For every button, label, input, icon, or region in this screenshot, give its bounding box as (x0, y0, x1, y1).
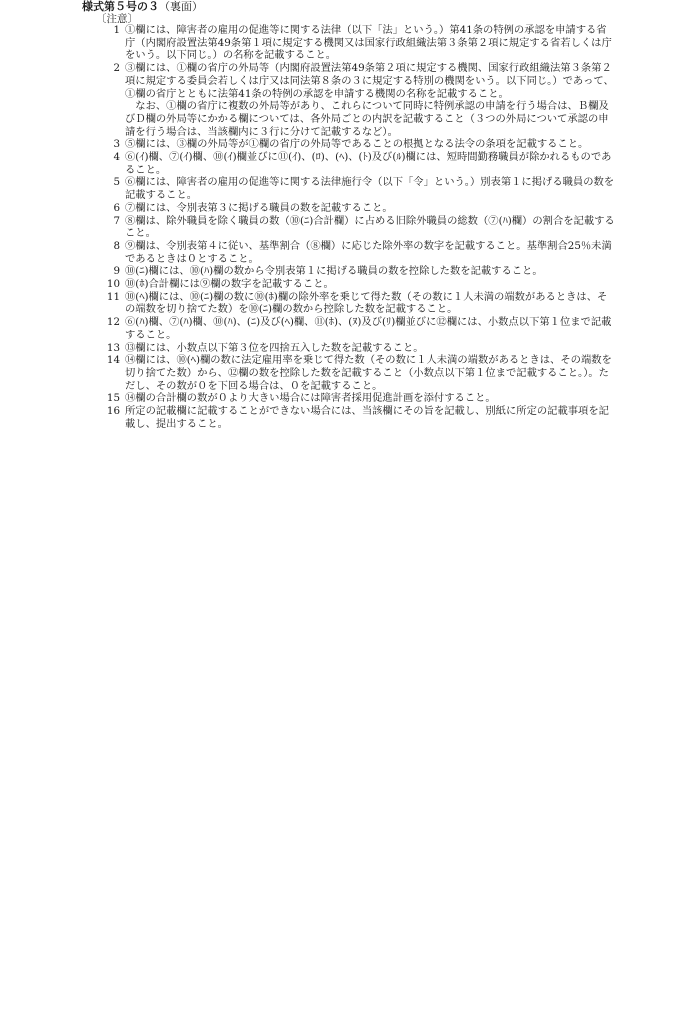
note-text: 所定の記載欄に記載することができない場合には、当該欄にその旨を記載し、別紙に所定の記載事項を記載し、提出すること。 (125, 405, 609, 430)
notes-heading: 〔注意〕 (96, 13, 138, 25)
note-item-3 (104, 138, 616, 151)
note-number: 12 (106, 316, 120, 329)
note-number: 10 (106, 278, 120, 291)
note-number: 4 (113, 151, 120, 164)
note-text: ⑥欄には、障害者の雇用の促進等に関する法律施行令（以下「令」という。）別表第１に掲げる職員の数を記載すること。 (125, 176, 615, 202)
note-text: ⑨欄は、令別表第４に従い、基準割合（⑧欄）に応じた除外率の数字を記載すること。基準割合25％未満であるときは０とすること。 (125, 239, 612, 265)
note-text: ⑥(ﾊ)欄、⑦(ﾊ)欄、⑩(ﾊ)、(ﾆ)及び(ﾍ)欄、⑪(ﾎ)、(ﾇ)及び(ﾘ)欄並びに⑫欄には、小数点以下第１位まで記載すること。 (125, 316, 612, 341)
note-number: 1 (113, 24, 120, 36)
note-item-15 (104, 392, 616, 405)
note-item-13 (104, 342, 616, 355)
note-item-4 (104, 151, 616, 176)
note-text: ⑦欄には、令別表第３に掲げる職員の数を記載すること。 (125, 201, 393, 214)
form-title (82, 0, 203, 13)
note-item-2-supplement: なお、①欄の省庁に複数の外局等があり、これらについて同時に特例承認の申請を行う場合は、Ｂ欄及びＤ欄の外局等にかかる欄については、各外局ごとの内訳を記載すること（３つの外局について承認の申請を行う場合は、当該欄内に３行に分けて記載するなど）。 (125, 100, 609, 138)
note-number: 11 (106, 290, 120, 303)
note-number: 16 (106, 405, 120, 418)
note-item-8 (104, 240, 616, 265)
note-item-9 (104, 265, 616, 278)
form-number: 様式第５号の３ (82, 0, 159, 13)
note-number: 8 (113, 239, 120, 252)
note-item-1 (104, 24, 616, 62)
note-item-12 (104, 316, 616, 341)
note-text: ⑬欄には、小数点以下第３位を四捨五入した数を記載すること。 (125, 341, 424, 354)
note-text: ③欄には、①欄の省庁の外局等（内閣府設置法第49条第２項に規定する機関、国家行政組織法第３条第２項に規定する委員会若しくは庁又は同法第８条の３に規定する特別の機関をいう。以下同じ。）であって、①欄の省庁とともに法第41条の特例の承認を申請する機関の名称を記載すること。 (125, 62, 614, 100)
note-text: ⑩(ﾆ)欄には、⑩(ﾊ)欄の数から令別表第１に掲げる職員の数を控除した数を記載すること。 (125, 265, 543, 278)
note-item-7 (104, 215, 616, 240)
form-side-label: （裏面） (159, 0, 203, 13)
note-text: ⑭欄には、⑩(ﾍ)欄の数に法定雇用率を乗じて得た数（その数に１人未満の端数があるときは、その端数を切り捨てた数）から、⑫欄の数を控除した数を記載すること（小数点以下第１位まで記載すること。）。ただし、その数が０を下回る場合は、０を記載すること。 (125, 354, 612, 392)
note-text: ⑭欄の合計欄の数が０より大きい場合には障害者採用促進計画を添付すること。 (125, 392, 496, 405)
note-item-14 (104, 354, 616, 392)
note-item-11 (104, 291, 616, 316)
note-item-16 (104, 405, 616, 430)
note-text: ⑥(ｲ)欄、⑦(ｲ)欄、⑩(ｲ)欄並びに⑪(ｲ)、(ﾛ)、(ﾍ)、(ﾄ)及び(ﾙ)欄には、短時間勤務職員が除かれるものであること。 (125, 151, 612, 176)
note-number: 15 (106, 392, 120, 405)
note-number: 2 (113, 62, 120, 75)
note-number: 7 (113, 214, 120, 227)
note-text: ①欄には、障害者の雇用の促進等に関する法律（以下「法」という。）第41条の特例の承認を申請する省庁（内閣府設置法第49条第１項に規定する機関又は国家行政組織法第３条第２項に規定する省若しくは庁をいう。以下同じ。）の名称を記載すること。 (125, 24, 612, 62)
notes-list (104, 24, 616, 431)
note-text: ⑧欄は、除外職員を除く職員の数（⑩(ﾆ)合計欄）に占める旧除外職員の総数（⑦(ﾊ)欄）の割合を記載すること。 (125, 214, 615, 240)
note-number: 3 (113, 138, 120, 151)
note-item-5 (104, 176, 616, 201)
note-item-2 (104, 62, 616, 100)
note-number: 6 (113, 201, 120, 214)
note-text: ⑩(ﾍ)欄には、⑩(ﾆ)欄の数に⑩(ﾎ)欄の除外率を乗じて得た数（その数に１人未満の端数があるときは、その端数を切り捨てた数）を⑩(ﾆ)欄の数から控除した数を記載すること。 (125, 290, 608, 316)
note-number: 13 (106, 341, 120, 354)
note-item-10 (104, 278, 616, 291)
note-number: 9 (113, 265, 120, 278)
note-text: ⑩(ﾎ)合計欄には⑨欄の数字を記載すること。 (125, 278, 334, 291)
note-text: ⑤欄には、③欄の外局等が①欄の省庁の外局等であることの根拠となる法令の条項を記載すること。 (125, 138, 589, 151)
note-number: 14 (106, 354, 120, 367)
note-number: 5 (113, 176, 120, 189)
note-item-6 (104, 202, 616, 215)
